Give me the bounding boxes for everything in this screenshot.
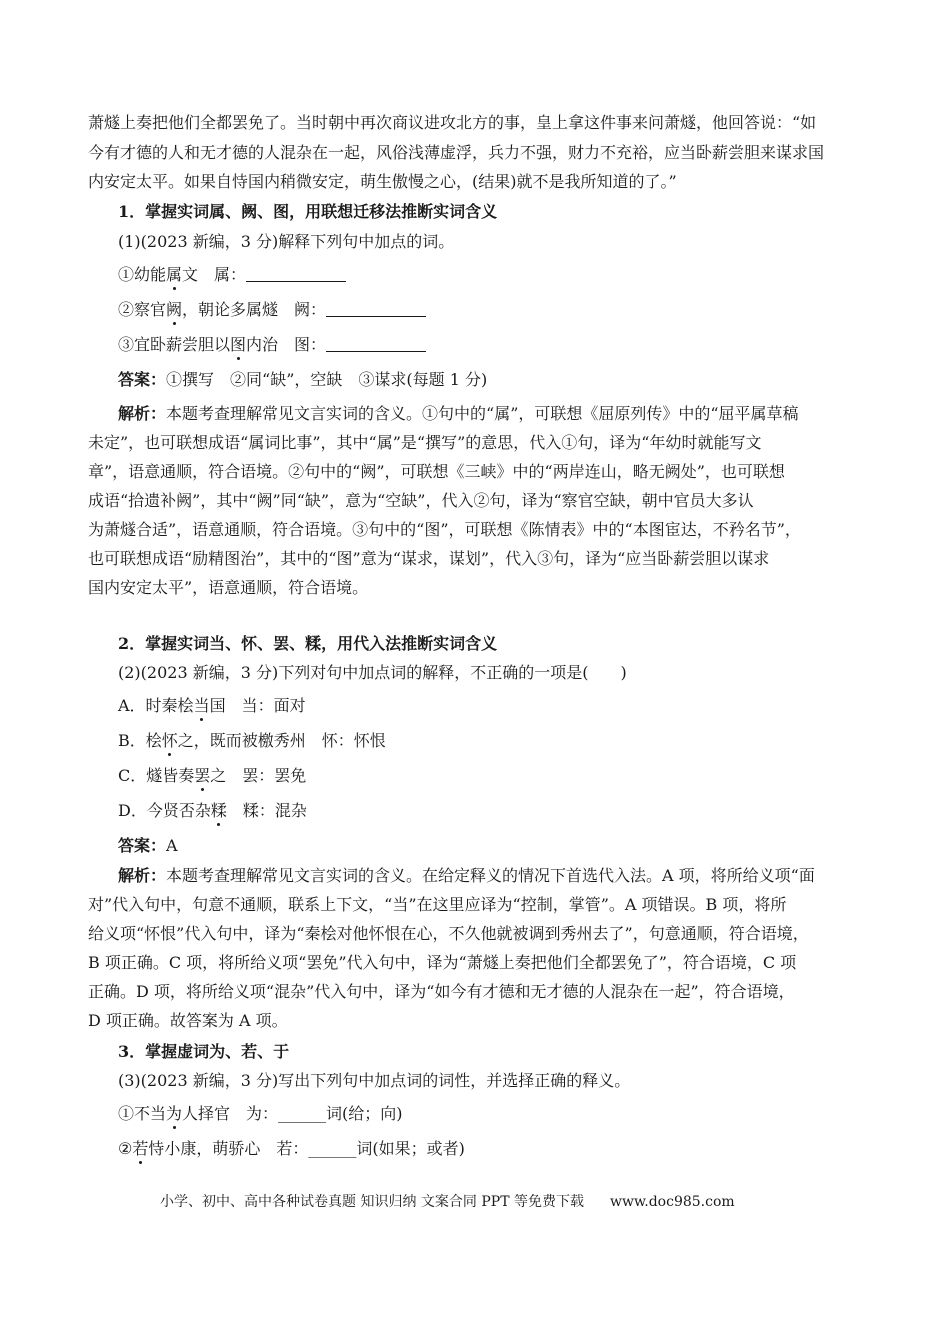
option-text: 之，既而被檄秀州 怀：怀恨 bbox=[177, 731, 386, 750]
option-text: A．时秦桧 bbox=[118, 696, 194, 715]
section2-answer bbox=[118, 836, 178, 856]
section1-question: (1)(2023 新编，3 分)解释下列句中加点的词。 bbox=[118, 232, 455, 251]
section3-item-1 bbox=[118, 1104, 403, 1124]
analysis-text: 本题考查理解常见文言实词的含义。①句中的“属”，可联想《屈原列传》中的“屈平属草稿 bbox=[166, 404, 799, 423]
section1-analysis-line: 也可联想成语“励精图治”，其中的“图”意为“谋求，谋划”，代入③句，译为“应当卧薪尝胆以谋求 bbox=[88, 549, 770, 568]
answer-blank[interactable] bbox=[246, 267, 346, 282]
item-text: ，朝论多属燧 阙： bbox=[182, 300, 327, 319]
section1-heading: 1．掌握实词属、阙、图，用联想迁移法推断实词含义 bbox=[118, 202, 498, 221]
dotted-word: 当 bbox=[193, 696, 210, 715]
section1-analysis-line: 国内安定太平”，语意通顺，符合语境。 bbox=[88, 578, 369, 597]
dotted-word: 怀 bbox=[161, 731, 178, 750]
answer-text: ①撰写 ②同“缺”，空缺 ③谋求(每题 1 分) bbox=[166, 370, 488, 389]
section2-analysis-line: 正确。D 项，将所给义项“混杂”代入句中，译为“如今有才德和无才德的人混杂在一起”，符合语境， bbox=[88, 982, 795, 1001]
section1-analysis-line bbox=[118, 404, 799, 424]
analysis-text: 本题考查理解常见文言实词的含义。在给定释义的情况下首选代入法。A 项，将所给义项“面 bbox=[166, 866, 815, 885]
item-text: ② bbox=[118, 1139, 133, 1158]
option-text: 糅：混杂 bbox=[226, 801, 307, 820]
section2-heading: 2．掌握实词当、怀、罢、糅，用代入法推断实词含义 bbox=[118, 634, 498, 653]
page-footer bbox=[160, 1192, 735, 1212]
dotted-word: 图 bbox=[230, 335, 247, 354]
section2-question: (2)(2023 新编，3 分)下列对句中加点词的解释，不正确的一项是( ) bbox=[118, 663, 627, 682]
item-text: ③宜卧薪尝胆以 bbox=[118, 335, 231, 354]
section1-analysis-line: 成语“拾遗补阙”，其中“阙”同“缺”，意为“空缺”，代入②句，译为“察官空缺，朝中官员大多认 bbox=[88, 491, 754, 510]
item-text: 内治 图： bbox=[246, 335, 327, 354]
analysis-label: 解析： bbox=[118, 404, 167, 423]
section1-analysis-line: 为萧燧合适”，语意通顺，符合语境。③句中的“图”，可联想《陈情表》中的“本图宦达，不矜名节”， bbox=[88, 520, 801, 539]
answer-label: 答案： bbox=[118, 370, 167, 389]
footer-text: 小学、初中、高中各种试卷真题 知识归纳 文案合同 PPT 等免费下载 bbox=[160, 1194, 584, 1210]
analysis-label: 解析： bbox=[118, 866, 167, 885]
answer-blank[interactable] bbox=[326, 337, 426, 352]
section1-item-2 bbox=[118, 300, 426, 320]
option-text: 之 罢：罢免 bbox=[210, 766, 307, 785]
item-text: ①幼能 bbox=[118, 265, 167, 284]
answer-blank[interactable] bbox=[326, 302, 426, 317]
section2-analysis-line: 给义项“怀恨”代入句中，译为“秦桧对他怀恨在心，不久他就被调到秀州去了”，句意通顺，符合语境， bbox=[88, 924, 809, 943]
option-text: D．今贤否杂 bbox=[118, 801, 211, 820]
footer-site-link[interactable]: www.doc985.com bbox=[609, 1194, 735, 1210]
intro-line-3: 内安定太平。如果自恃国内稍微安定，萌生傲慢之心，(结果)就不是我所知道的了。” bbox=[88, 172, 677, 191]
item-text: 文 属： bbox=[182, 265, 247, 284]
section3-item-2 bbox=[118, 1139, 465, 1159]
section2-analysis-line: 对”代入句中，句意不通顺，联系上下文，“当”在这里应译为“控制，掌管”。A 项错误。B 项，将所 bbox=[88, 895, 787, 914]
dotted-word: 罢 bbox=[194, 766, 211, 785]
item-text: ②察官 bbox=[118, 300, 167, 319]
option-text: C．燧皆奏 bbox=[118, 766, 195, 785]
section3-question: (3)(2023 新编，3 分)写出下列句中加点词的词性，并选择正确的释义。 bbox=[118, 1071, 631, 1090]
section1-analysis-line: 未定”，也可联想成语“属词比事”，其中“属”是“撰写”的意思，代入①句，译为“年幼时就能写文 bbox=[88, 433, 762, 452]
section2-analysis-line: B 项正确。C 项，将所给义项“罢免”代入句中，译为“萧燧上奏把他们全都罢免了”，符合语境，C 项 bbox=[88, 953, 797, 972]
dotted-word: 为 bbox=[166, 1104, 183, 1123]
section1-item-1 bbox=[118, 265, 346, 285]
section2-option-a[interactable] bbox=[118, 696, 306, 716]
section2-analysis-line bbox=[118, 866, 815, 886]
intro-line-1: 萧燧上奏把他们全都罢免了。当时朝中再次商议进攻北方的事，皇上拿这件事来问萧燧，他回答说：“如 bbox=[88, 113, 817, 132]
section2-option-d[interactable] bbox=[118, 801, 307, 821]
item-text: ①不当 bbox=[118, 1104, 167, 1123]
section2-option-c[interactable] bbox=[118, 766, 306, 786]
dotted-word: 属 bbox=[166, 265, 183, 284]
section2-analysis-line: D 项正确。故答案为 A 项。 bbox=[88, 1011, 288, 1030]
dotted-word: 糅 bbox=[210, 801, 227, 820]
item-text: 恃小康，萌骄心 若：______词(如果；或者) bbox=[148, 1139, 465, 1158]
intro-line-2: 今有才德的人和无才德的人混杂在一起，风俗浅薄虚浮，兵力不强，财力不充裕，应当卧薪尝胆来谋求国 bbox=[88, 143, 825, 162]
section2-option-b[interactable] bbox=[118, 731, 386, 751]
section1-item-3 bbox=[118, 335, 426, 355]
answer-text: A bbox=[166, 836, 178, 855]
section1-answer bbox=[118, 370, 487, 390]
dotted-word: 阙 bbox=[166, 300, 183, 319]
option-text: B．桧 bbox=[118, 731, 162, 750]
option-text: 国 当：面对 bbox=[209, 696, 306, 715]
dotted-word: 若 bbox=[132, 1139, 149, 1158]
item-text: 人择官 为：______词(给；向) bbox=[182, 1104, 403, 1123]
section3-heading: 3．掌握虚词为、若、于 bbox=[118, 1042, 290, 1061]
answer-label: 答案： bbox=[118, 836, 167, 855]
section1-analysis-line: 章”，语意通顺，符合语境。②句中的“阙”，可联想《三峡》中的“两岸连山，略无阙处”，也可联想 bbox=[88, 462, 785, 481]
